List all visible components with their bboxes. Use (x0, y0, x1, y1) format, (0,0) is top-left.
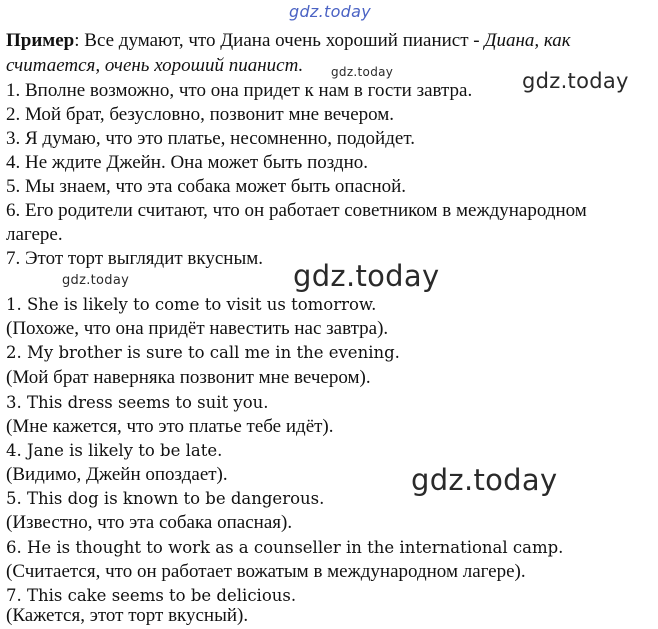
answer-en: 1. She is likely to come to visit us tomorrow. (6, 295, 377, 314)
answer-ru: (Мне кажется, что это платье тебе идёт). (6, 416, 334, 437)
example-text: : Все думают, что Диана очень хороший пианист - (74, 30, 485, 51)
answer-en: 5. This dog is known to be dangerous. (6, 489, 325, 508)
example-label: Пример (6, 30, 75, 51)
task-item: 6. Его родители считают, что он работает советником в международном (6, 200, 587, 221)
task-item: 7. Этот торт выглядит вкусным. (6, 248, 264, 269)
answer-en: 7. This cake seems to be delicious. (6, 586, 297, 605)
answer-en: 4. Jane is likely to be late. (6, 441, 223, 460)
task-item: 3. Я думаю, что это платье, несомненно, подойдет. (6, 128, 415, 149)
answer-ru: (Известно, что эта собака опасная). (6, 512, 293, 533)
task-item: 2. Мой брат, безусловно, позвонит мне вечером. (6, 104, 395, 125)
watermark-top: gdz.today (289, 2, 371, 21)
answer-ru: (Кажется, этот торт вкусный). (6, 605, 249, 626)
example-line-1 (6, 30, 571, 52)
watermark-large-4: gdz.today (293, 259, 440, 293)
task-item: 1. Вполне возможно, что она придет к нам в гости завтра. (6, 80, 473, 101)
watermark-small-1: gdz.today (331, 65, 394, 79)
answer-ru: (Похоже, что она придёт навестить нас завтра). (6, 318, 389, 339)
watermark-2: gdz.today (522, 69, 629, 93)
watermark-small-3: gdz.today (62, 273, 130, 288)
answer-ru: (Мой брат наверняка позвонит мне вечером). (6, 367, 371, 388)
answer-en: 2. My brother is sure to call me in the evening. (6, 343, 400, 362)
example-answer-part-1: Диана, как (484, 30, 571, 51)
answer-en: 6. He is thought to work as a counseller in the international camp. (6, 538, 564, 557)
task-item: 5. Мы знаем, что эта собака может быть опасной. (6, 176, 407, 197)
task-item-continuation: лагере. (6, 224, 63, 245)
example-answer-part-2: считается, очень хороший пианист. (6, 55, 304, 76)
watermark-large-5: gdz.today (411, 463, 558, 497)
answer-en: 3. This dress seems to suit you. (6, 393, 269, 412)
task-item: 4. Не ждите Джейн. Она может быть поздно. (6, 152, 369, 173)
answer-ru: (Видимо, Джейн опоздает). (6, 464, 228, 485)
answer-ru: (Считается, что он работает вожатым в международном лагере). (6, 561, 526, 582)
